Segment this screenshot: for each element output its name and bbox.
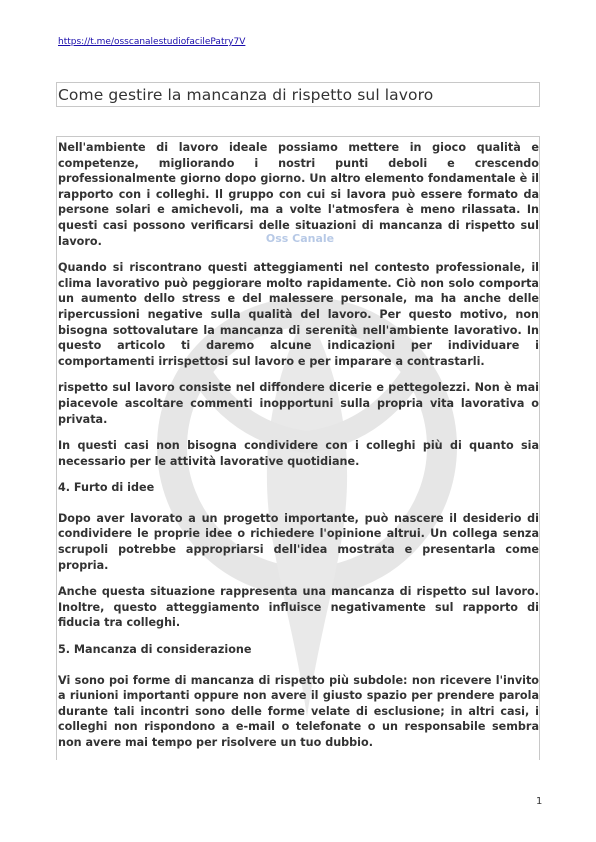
- paragraph: Dopo aver lavorato a un progetto importante, può nascere il desiderio di condividere le proprie idee o richiedere l'opinione altrui. Un collega senza scrupoli potrebbe appropriarsi dell'idea mostrata e presentarla come propria.: [58, 511, 539, 572]
- paragraph: Nell'ambiente di lavoro ideale possiamo mettere in gioco qualità e competenze, migliorando i nostri punti deboli e crescendo professionalmente giorno dopo giorno. Un altro elemento fondamentale è il rapporto con i colleghi. Il gruppo con cui si lavora può essere formato da persone solari e amichevoli, ma a volte l'atmosfera è meno rilassata. In questi casi possono verificarsi delle situazioni di mancanza di rispetto sul lavoro.: [58, 141, 539, 248]
- page-number: 1: [536, 796, 543, 807]
- watermark-text: Oss Canale: [265, 232, 335, 245]
- content-box: [56, 136, 540, 760]
- section-heading: 5. Mancanza di considerazione: [58, 643, 252, 657]
- paragraph: Quando si riscontrano questi atteggiamenti nel contesto professionale, il clima lavorativo può peggiorare molto rapidamente. Ciò non solo comporta un aumento dello stress e del malessere personale, ma ha anche delle ripercussioni negative sulla qualità del lavoro. Per questo motivo, non bisogna sottovalutare la mancanza di serenità nell'ambiente lavorativo. In questo articolo ti daremo alcune indicazioni per individuare i comportamenti irrispettosi sul lavoro e per imparare a contrastarli.: [58, 261, 539, 368]
- paragraph: rispetto sul lavoro consiste nel diffondere dicerie e pettegolezzi. Non è mai piacevole ascoltare commenti inopportuni sulla propria vita lavorativa o privata.: [58, 381, 539, 426]
- document-title: Come gestire la mancanza di rispetto sul lavoro: [58, 86, 434, 104]
- document-body: [57, 137, 539, 751]
- telegram-link[interactable]: https://t.me/osscanalestudiofacilePatry7V: [58, 37, 246, 47]
- paragraph: Anche questa situazione rappresenta una mancanza di rispetto sul lavoro. Inoltre, questo atteggiamento influisce negativamente sul rapporto di fiducia tra colleghi.: [58, 585, 539, 630]
- paragraph: Vi sono poi forme di mancanza di rispetto più subdole: non ricevere l'invito a riunioni importanti oppure non avere il giusto spazio per prendere parola durante tali incontri sono delle forme velate di esclusione; in altri casi, i colleghi non rispondono a e-mail o telefonate o un responsabile sembra non avere mai tempo per risolvere un tuo dubbio.: [58, 673, 539, 749]
- title-box: [56, 82, 540, 107]
- paragraph: In questi casi non bisogna condividere con i colleghi più di quanto sia necessario per le attività lavorative quotidiane.: [58, 439, 539, 468]
- section-heading: 4. Furto di idee: [58, 481, 155, 495]
